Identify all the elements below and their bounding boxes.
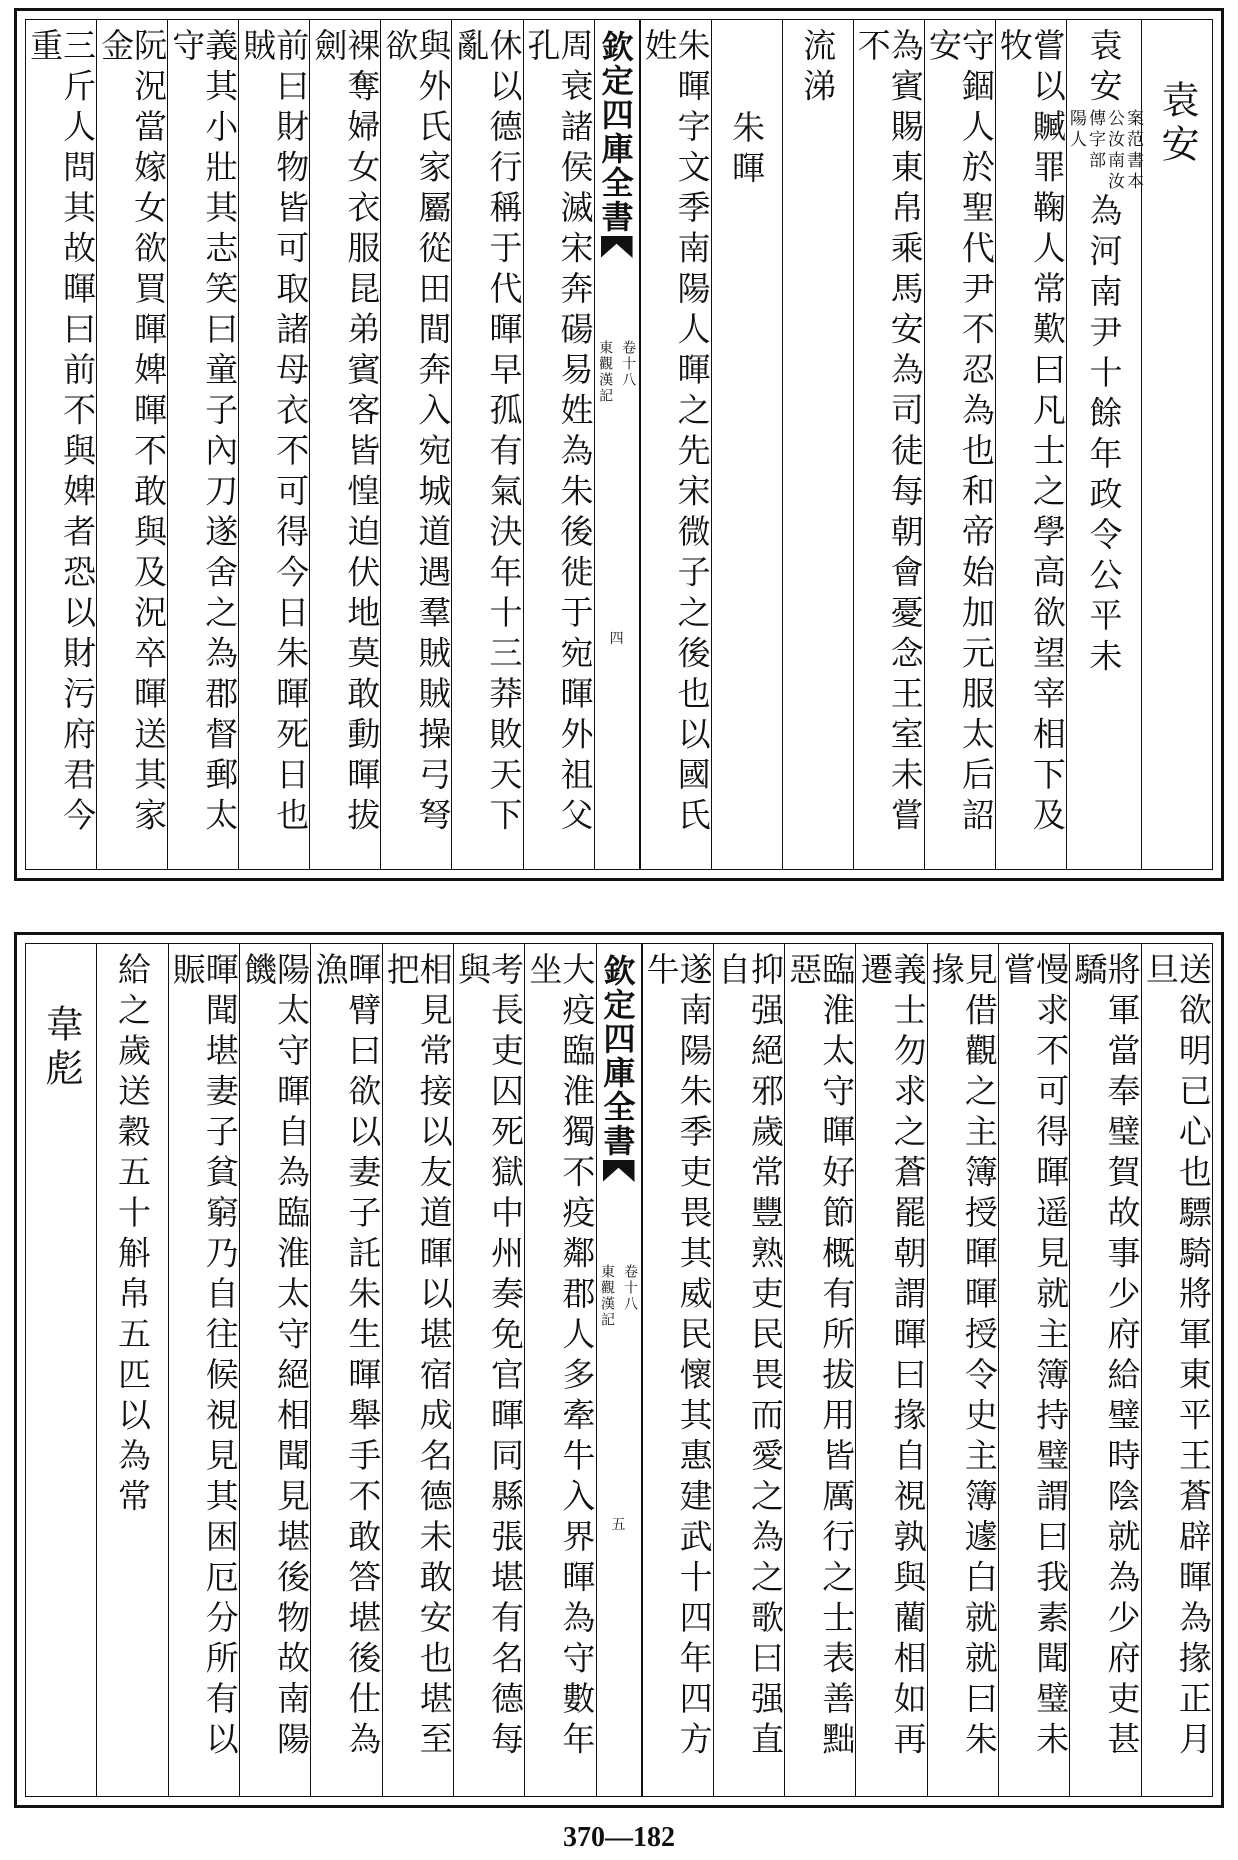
bottom-page [14,932,1224,1808]
source-text: 卷十八 [620,340,637,388]
text-column: 暉聞堪妻子貧窮乃自往候視見其困厄分所有以賑 [168,944,239,1796]
text-column: 周衰諸侯滅宋奔碭易姓為朱後徙于宛暉外祖父孔 [523,20,594,869]
text-column: 抑强絕邪歲常豐熟吏民畏而愛之為之歌曰强直自 [713,944,784,1796]
source-text: 東觀漢記 [597,340,614,404]
book-title: 欽定四庫全書 [596,30,635,234]
column-text: 為河南尹十餘年政令公平未 [1084,193,1124,679]
text-column: 裸奪婦女衣服昆弟賓客皆惶迫伏地莫敢動暉拔劍 [309,20,380,869]
text-column: 為賓賜東帛乘馬安為司徒每朝會憂念王室未嘗不 [853,20,924,869]
column-prefix: 袁安 [1084,28,1124,109]
source-text: 東觀漢記 [599,1264,615,1328]
book-title: 欽定四庫全書 [598,954,637,1158]
source-label [597,1264,641,1328]
text-column: 送欲明已心也驃騎將軍東平王蒼辟暉為掾正月旦 [1141,944,1212,1796]
source-label [595,340,639,404]
text-column: 遂南陽朱季吏畏其威民懷其惠建武十四年四方牛 [642,944,713,1796]
text-column: 陽太守暉自為臨淮太守絕相聞見堪後物故南陽饑 [239,944,310,1796]
top-page [14,8,1224,881]
text-column: 將軍當奉璧賀故事少府給璧時陰就為少府吏甚驕 [1069,944,1140,1796]
note-text: 陽人 [1065,109,1086,151]
text-column: 阮況當嫁女欲買暉婢暉不敢與及況卒暉送其家金 [96,20,167,869]
text-column: 與外氏家屬從田間奔入宛城道遇羣賊賊操弓弩欲 [380,20,451,869]
bottom-page-columns [26,944,1212,1796]
text-column: 大疫臨淮獨不疫鄰郡人多牽牛入界暉為守數年坐 [524,944,595,1796]
text-column: 義其小壯其志笑曰童子內刀遂舍之為郡督郵太守 [167,20,238,869]
text-column: 暉臂曰欲以妻子託朱生暉舉手不敢答堪後仕為漁 [310,944,381,1796]
center-fold [594,20,640,869]
text-column: 守錮人於聖代尹不忍為也和帝始加元服太后詔安 [924,20,995,869]
text-column: 考長吏囚死獄中州奏免官暉同縣張堪有名德每與 [453,944,524,1796]
page-footer-number: 370—182 [563,1822,675,1853]
text-column: 相見常接以友道暉以堪宿成名德未敢安也堪至把 [382,944,453,1796]
fishtail-mark-icon [603,1160,635,1182]
folio-number: 四 [609,631,624,647]
source-text: 卷十八 [622,1264,638,1312]
folio-number: 五 [611,1517,626,1533]
section-heading: 韋彪 [39,1004,84,1092]
text-column: 前曰財物皆可取諸母衣不可得今日朱暉死日也賊 [238,20,309,869]
section-heading: 朱暉 [711,20,782,869]
text-column: 朱暉字文季南陽人暉之先宋微子之後也以國氏姓 [640,20,711,869]
text-column: 流涕 [782,20,853,869]
text-column: 義士勿求之蒼罷朝謂暉曰掾自視孰與藺相如再遷 [855,944,926,1796]
text-column: 給之歲送穀五十斛帛五匹以為常 [96,944,167,1796]
text-column: 臨淮太守暉好節概有所拔用皆厲行之士表善黜惡 [784,944,855,1796]
interlinear-note [1067,109,1141,193]
bottom-page-frame [25,943,1213,1797]
section-heading: 袁安 [1141,20,1212,869]
text-column: 三斤人問其故暉曰前不與婢者恐以財污府君今重 [25,28,98,838]
note-text: 公汝南汝 [1103,109,1124,193]
top-page-frame [25,19,1213,870]
text-column: 休以德行稱于代暉早孤有氣決年十三莽敗天下亂 [451,20,522,869]
text-column: 嘗以贓罪鞠人常歎曰凡士之學高欲望宰相下及牧 [995,20,1066,869]
fishtail-mark-icon [601,236,633,258]
top-page-columns [26,20,1212,869]
text-column: 慢求不可得暉遥見就主簿持璧謂曰我素聞璧未嘗 [998,944,1069,1796]
note-text: 案范書本 [1122,109,1143,193]
text-column [1066,20,1141,869]
note-text: 傳字部 [1084,109,1105,172]
text-column: 見借觀之主簿授暉暉授令史主簿遽白就就曰朱掾 [927,944,998,1796]
center-fold [596,944,642,1796]
